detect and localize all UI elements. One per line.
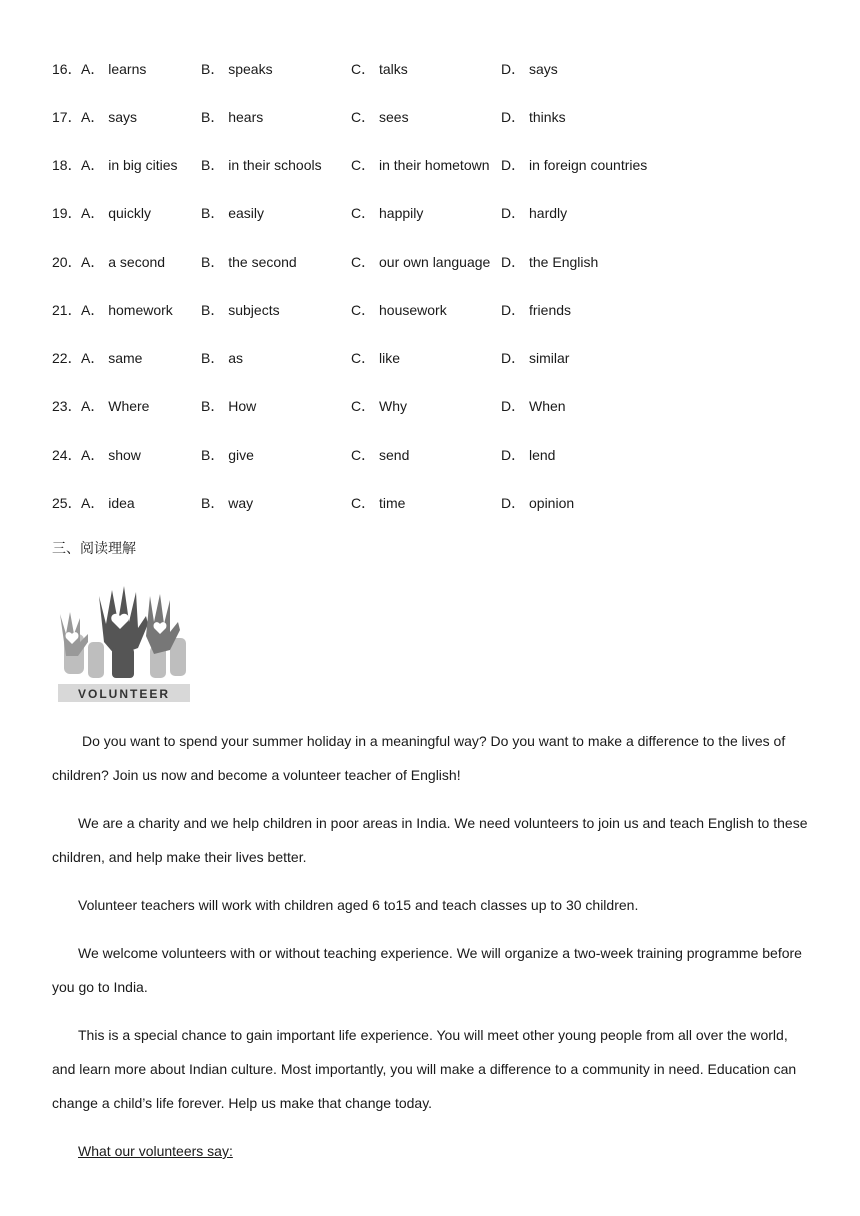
option-a: A． a second [81,254,166,270]
option-d: D． lend [501,447,556,463]
option-b: B． easily [201,205,265,221]
option-b: B． as [201,350,244,366]
option-b: B． way [201,495,254,511]
question-row-16 [52,59,812,79]
option-a: A． quickly [81,205,152,221]
question-number: 18． [52,157,82,173]
option-c: C． like [351,350,401,366]
option-c: C． housework [351,302,447,318]
question-number: 19． [52,205,82,221]
option-b: B． give [201,447,254,463]
question-number: 23． [52,398,82,414]
question-row-22 [52,348,812,368]
question-row-23 [52,396,812,416]
question-number: 21． [52,302,82,318]
question-row-20 [52,252,812,272]
question-row-21 [52,300,812,320]
option-b: B． hears [201,109,264,125]
section-heading: 三、阅读理解 [52,540,136,556]
option-d: D． thinks [501,109,566,125]
option-c: C． talks [351,61,408,77]
question-number: 25． [52,495,82,511]
question-row-25 [52,493,812,513]
option-b: B． in their schools [201,157,322,173]
option-b: B． subjects [201,302,280,318]
option-c: C． sees [351,109,409,125]
question-row-19 [52,203,812,223]
option-d: D． similar [501,350,570,366]
option-d: D． friends [501,302,572,318]
paragraph-1: Do you want to spend your summer holiday in a meaningful way? Do you want to make a difference to the lives of children? Join us now and become a volunteer teacher of English! [52,733,786,783]
option-c: C． time [351,495,406,511]
paragraph-4: We welcome volunteers with or without teaching experience. We will organize a two-week training programme before you go to India. [52,945,802,995]
question-number: 22． [52,350,82,366]
option-b: B． How [201,398,257,414]
question-number: 20． [52,254,82,270]
volunteer-hands-image [54,576,194,704]
question-number: 17． [52,109,82,125]
question-number: 24． [52,447,82,463]
option-a: A． says [81,109,138,125]
option-b: B． speaks [201,61,273,77]
option-b: B． the second [201,254,297,270]
option-d: D． opinion [501,495,575,511]
option-a: A． in big cities [81,157,178,173]
question-row-24 [52,445,812,465]
hands-illustration-icon [54,576,194,704]
option-a: A． same [81,350,143,366]
question-row-18 [52,155,812,175]
paragraph-5: This is a special chance to gain important life experience. You will meet other young people from all over the world, and learn more about Indian culture. Most importantly, you will make a difference to a community in need. Education can change a child’s life forever. Help us make that change today. [52,1027,797,1111]
paragraph-3: Volunteer teachers will work with children aged 6 to15 and teach classes up to 30 children. [78,897,639,913]
option-a: A． Where [81,398,150,414]
option-a: A． idea [81,495,135,511]
option-d: D． hardly [501,205,568,221]
option-d: D． says [501,61,558,77]
option-a: A． show [81,447,141,463]
question-row-17 [52,107,812,127]
option-a: A． homework [81,302,173,318]
volunteers-say-heading: What our volunteers say: [78,1143,233,1159]
option-c: C． our own language [351,254,491,270]
option-d: D． the English [501,254,599,270]
option-a: A． learns [81,61,147,77]
option-d: D． in foreign countries [501,157,648,173]
option-c: C． send [351,447,410,463]
volunteer-label: VOLUNTEER [77,687,171,701]
option-c: C． in their hometown [351,157,490,173]
paragraph-2: We are a charity and we help children in poor areas in India. We need volunteers to join us and teach English to these children, and help make their lives better. [52,815,808,865]
option-d: D． When [501,398,566,414]
option-c: C． Why [351,398,407,414]
question-number: 16． [52,61,82,77]
option-c: C． happily [351,205,424,221]
